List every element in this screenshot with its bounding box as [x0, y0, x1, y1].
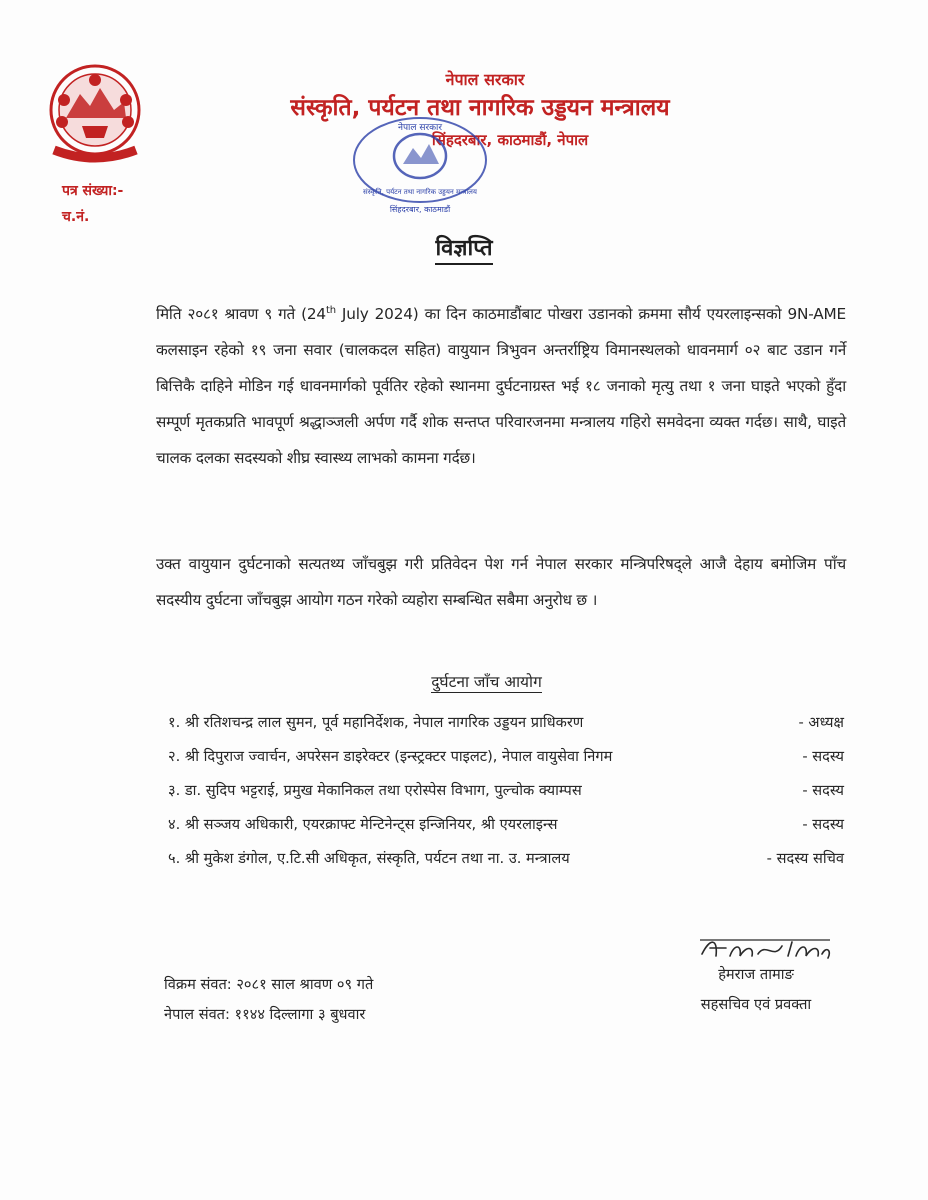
committee-title: दुर्घटना जाँच आयोग	[431, 673, 542, 691]
member-role: - सदस्य	[802, 748, 844, 765]
member-row	[168, 842, 844, 876]
paragraph-incident-body: July 2024) का दिन काठमाडौंबाट पोखरा उडानको क्रममा सौर्य एयरलाइन्सको 9N-AME कलसाइन रहेको १९ जना सवार (चालकदल सहित) वायुयान त्रिभुवन अन्तर्राष्ट्रिय विमानस्थलको धावनमार्ग ०२ बाट उडान गर्ने बित्तिकै दाहिने मोडिन गई धावनमार्गको पूर्वतिर रहेको स्थानमा दुर्घटनाग्रस्त भई १८ जनाको मृत्यु तथा १ जना घाइते भएको हुँदा सम्पूर्ण मृतकप्रति भावपूर्ण श्रद्धाञ्जली अर्पण गर्दै शोक सन्तप्त परिवारजनमा मन्त्रालय गहिरो समवेदना व्यक्त गर्दछ। साथै, घाइते चालक दलका सदस्यको शीघ्र स्वास्थ्य लाभको कामना गर्दछ।	[156, 305, 846, 467]
government-name: नेपाल सरकार	[445, 70, 525, 89]
paragraph-incident-start: मिति २०८१ श्रावण ९ गते (24	[156, 305, 326, 323]
signer-block	[676, 960, 836, 1020]
signer-name: हेमराज तामाङ	[718, 966, 794, 983]
notice-title-wrap	[0, 232, 928, 262]
reference-block	[62, 178, 123, 230]
notice-title: विज्ञप्ति	[435, 236, 492, 265]
paragraph-commission: उक्त वायुयान दुर्घटनाको सत्यतथ्य जाँचबुझ गरी प्रतिवेदन पेश गर्न नेपाल सरकार मन्त्रिपरिषद्ले आजै देहाय बमोजिम पाँच सदस्यीय दुर्घटना जाँचबुझ आयोग गठन गरेको व्यहोरा सम्बन्धित सबैमा अनुरोध छ ।	[156, 555, 846, 609]
nepal-sambat-date: नेपाल संवत: ११४४ दिल्लागा ३ बुधवार	[164, 1006, 366, 1023]
stamp-line-3: सिंहदरबार, काठमाडौं	[389, 205, 451, 214]
official-stamp	[345, 112, 495, 222]
committee-members	[168, 706, 844, 876]
paragraph-incident	[156, 296, 846, 476]
signer-title: सहसचिव एवं प्रवक्ता	[700, 996, 812, 1013]
stamp-line-1: नेपाल सरकार	[397, 123, 443, 133]
member-role: - अध्यक्ष	[798, 714, 844, 731]
date-superscript: th	[325, 304, 336, 316]
letter-number-label: पत्र संख्या:-	[62, 183, 124, 199]
member-row	[168, 774, 844, 808]
member-role: - सदस्य	[802, 782, 844, 799]
nepal-emblem-icon	[42, 60, 148, 166]
bikram-date: विक्रम संवत: २०८१ साल श्रावण ०९ गते	[164, 976, 374, 993]
member-name: ५. श्री मुकेश डंगोल, ए.टि.सी अधिकृत, संस्कृति, पर्यटन तथा ना. उ. मन्त्रालय	[168, 850, 570, 867]
member-name: ४. श्री सञ्जय अधिकारी, एयरक्राफ्ट मेन्टिनेन्ट्स इन्जिनियर, श्री एयरलाइन्स	[168, 816, 558, 833]
member-name: ३. डा. सुदिप भट्टराई, प्रमुख मेकानिकल तथा एरोस्पेस विभाग, पुल्चोक क्याम्पस	[168, 782, 582, 799]
member-row	[168, 740, 844, 774]
member-row	[168, 706, 844, 740]
member-role: - सदस्य सचिव	[766, 850, 844, 867]
stamp-line-2: संस्कृति, पर्यटन तथा नागरिक उड्डयन मन्त्रालय	[363, 188, 477, 196]
member-name: २. श्री दिपुराज ज्वार्चन, अपरेसन डाइरेक्टर (इन्स्ट्रक्टर पाइलट), नेपाल वायुसेवा निगम	[168, 748, 613, 765]
committee-title-wrap	[0, 670, 928, 692]
ministry-address: सिंहदरबार, काठमाडौं, नेपाल	[431, 131, 589, 149]
dispatch-number-label: च.नं.	[62, 209, 90, 225]
member-role: - सदस्य	[802, 816, 844, 833]
date-block	[164, 970, 373, 1030]
ministry-name: संस्कृति, पर्यटन तथा नागरिक उड्डयन मन्त्रालय	[290, 95, 670, 121]
member-name: १. श्री रतिशचन्द्र लाल सुमन, पूर्व महानिर्देशक, नेपाल नागरिक उड्डयन प्राधिकरण	[168, 714, 584, 731]
member-row	[168, 808, 844, 842]
